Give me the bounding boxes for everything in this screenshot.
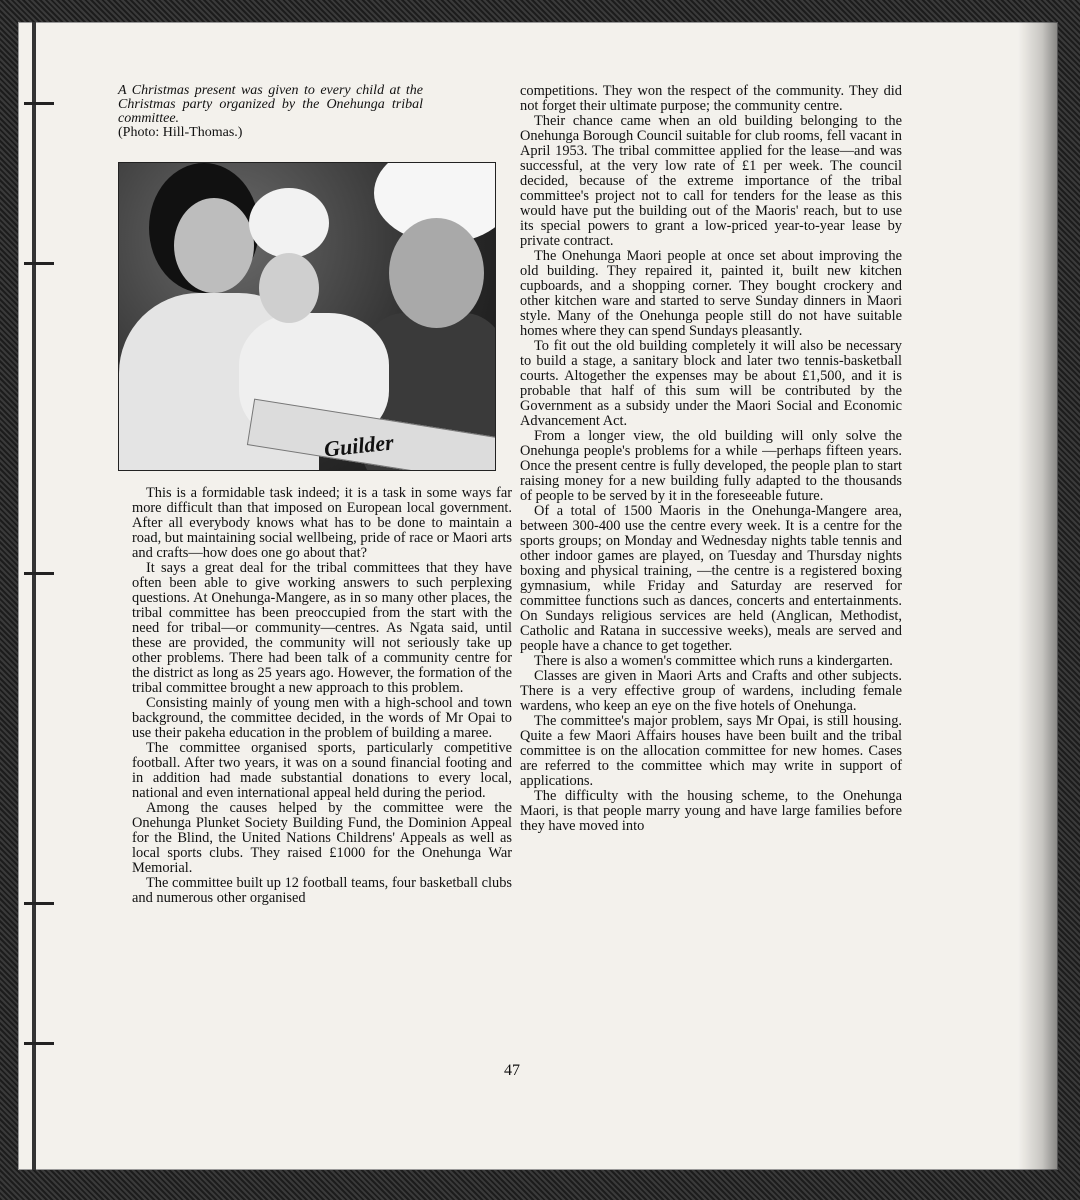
paragraph: Among the causes helped by the committee were the Onehunga Plunket Society Building Fund, the Dominion Appeal for the Blind, the United Nations Childrens' Appeals as well as local sports clubs. They raised £1000 for the Onehunga War Memorial.: [132, 800, 512, 876]
paragraph-continuation: competitions. They won the respect of the community. They did not forget their ultimate purpose; the community centre.: [520, 83, 902, 114]
paragraph: The difficulty with the housing scheme, to the Onehunga Maori, is that people marry young and have large families before they have moved into: [520, 788, 902, 834]
christmas-photo: [118, 162, 496, 471]
binding-mark: [24, 1042, 54, 1045]
binding-mark: [24, 262, 54, 265]
photo-baby-face: [259, 253, 319, 323]
photo-credit: (Photo: Hill-Thomas.): [118, 125, 243, 140]
page-number: 47: [504, 1062, 520, 1079]
caption-text: A Christmas present was given to every child at the Christmas party organized by the Onehunga tribal committee.: [118, 83, 423, 126]
paragraph: Consisting mainly of young men with a high-school and town background, the committee decided, in the words of Mr Opai to use their pakeha education in the problem of building a maree.: [132, 695, 512, 741]
paragraph: The Onehunga Maori people at once set about improving the old building. They repaired it, painted it, built new kitchen cupboards, and a shopping corner. They bought crockery and other kitchen ware and started to serve Sunday dinners in Maori style. Many of the Onehunga people still do not have suitable homes where they can spend Sundays pleasantly.: [520, 248, 902, 339]
photo-box-label: Guilder: [322, 429, 395, 462]
photo-figure-left-face: [174, 198, 254, 293]
right-column: [520, 84, 902, 834]
paragraph: This is a formidable task indeed; it is a task in some ways far more difficult than that imposed on European local government. After all everybody knows what has to be done to maintain a road, but maintaining social wellbeing, pride of race or Maori arts and crafts—how does one go about that?: [132, 485, 512, 561]
paragraph: The committee's major problem, says Mr Opai, is still housing. Quite a few Maori Affairs houses have been built and the tribal committee is on the allocation committee for new homes. Cases are referred to the committee which may write in support of applications.: [520, 713, 902, 789]
binding-mark: [24, 902, 54, 905]
paragraph: There is also a women's committee which runs a kindergarten.: [534, 653, 893, 669]
binding-mark: [24, 102, 54, 105]
paragraph: Classes are given in Maori Arts and Crafts and other subjects. There is a very effective group of wardens, including female wardens, who keep an eye on the five hotels of Onehunga.: [520, 668, 902, 714]
left-column: [132, 486, 512, 906]
paragraph: The committee built up 12 football teams, four basketball clubs and numerous other organised: [132, 875, 512, 906]
paragraph: It says a great deal for the tribal committees that they have often been able to give working answers to such perplexing questions. At Onehunga-Mangere, as in so many other places, the tribal committee has been preoccupied from the start with the need for tribal—or community—centres. As Ngata said, until these are provided, the community will not seriously take up other problems. There had been talk of a community centre for the district as long as 25 years ago. However, the formation of the tribal committee brought a new approach to this problem.: [132, 560, 512, 696]
paragraph: Of a total of 1500 Maoris in the Onehunga-Mangere area, between 300-400 use the centre every week. It is a centre for the sports groups; on Monday and Wednesday nights table tennis and other indoor games are played, on Tuesday and Thursday nights boxing and physical training, —the centre is a registered boxing gymnasium, while Friday and Saturday are reserved for committee functions such as dances, concerts and entertainments. On Sundays religious services are held (Anglican, Methodist, Catholic and Ratana in successive weeks), meals are served and people have a chance to get together.: [520, 503, 902, 654]
magazine-page: [18, 22, 1058, 1170]
photo-caption: [118, 84, 423, 140]
photo-baby-hat: [249, 188, 329, 258]
binding-mark: [24, 572, 54, 575]
paragraph: To fit out the old building completely it will also be necessary to build a stage, a sanitary block and later two tennis-basketball courts. Altogether the expenses may be about £1,500, and it is probable that half of this sum will be contributed by the Government as a subsidy under the Maori Social and Economic Advancement Act.: [520, 338, 902, 429]
paragraph: Their chance came when an old building belonging to the Onehunga Borough Council suitable for club rooms, fell vacant in April 1953. The tribal committee applied for the lease—and was successful, at the very low rate of £1 per week. The council decided, because of the extreme importance of the tribal committee's project not to call for tenders for the lease as this would have put the building out of the Maoris' reach, but to use its special powers to grant a low-priced year-to-year lease by private contract.: [520, 113, 902, 249]
photo-figure-right-face: [389, 218, 484, 328]
paragraph: The committee organised sports, particularly competitive football. After two years, it was on a sound financial footing and in addition had made substantial donations to every local, national and even international appeal held during the period.: [132, 740, 512, 801]
paragraph: From a longer view, the old building will only solve the Onehunga people's problems for a while —perhaps fifteen years. Once the present centre is fully developed, the people plan to start raising money for a new building fully adapted to the thousands of people to be served by it in the foreseeable future.: [520, 428, 902, 504]
